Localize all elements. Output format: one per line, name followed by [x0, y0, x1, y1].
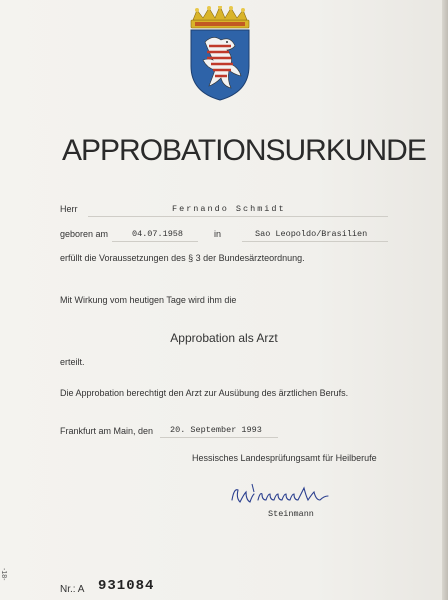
effect-text: Mit Wirkung vom heutigen Tage wird ihm die [60, 295, 237, 305]
entitlement-text: Die Approbation berechtigt den Arzt zur Ausübung des ärztlichen Berufs. [60, 388, 349, 398]
place-underline [242, 241, 388, 242]
born-label: geboren am [60, 229, 109, 239]
frame-edge [442, 0, 448, 600]
certificate-number: 931084 [98, 578, 155, 594]
side-mark: -18- [0, 568, 7, 581]
document-title: APPROBATIONSURKUNDE [62, 134, 426, 167]
name-label: Herr [60, 204, 78, 214]
place-date-label: Frankfurt am Main, den [60, 426, 154, 436]
place-value: Sao Leopoldo/Brasilien [255, 229, 368, 239]
name-underline [88, 216, 388, 217]
approbation-text: Approbation als Arzt [170, 331, 278, 345]
in-label: in [214, 229, 222, 239]
number-label: Nr.: A [60, 584, 85, 595]
date-underline [160, 437, 278, 438]
born-underline [112, 241, 198, 242]
authority-text: Hessisches Landesprüfungsamt für Heilberufe [192, 453, 377, 463]
signatory-name: Steinmann [268, 509, 314, 519]
granted-text: erteilt. [60, 357, 85, 367]
born-value: 04.07.1958 [132, 229, 184, 239]
requirement-text: erfüllt die Voraussetzungen des § 3 der Bundesärzteordnung. [60, 253, 305, 263]
name-value: Fernando Schmidt [172, 204, 286, 214]
hesse-coat-of-arms-icon [187, 6, 253, 102]
date-value: 20. September 1993 [170, 425, 262, 435]
